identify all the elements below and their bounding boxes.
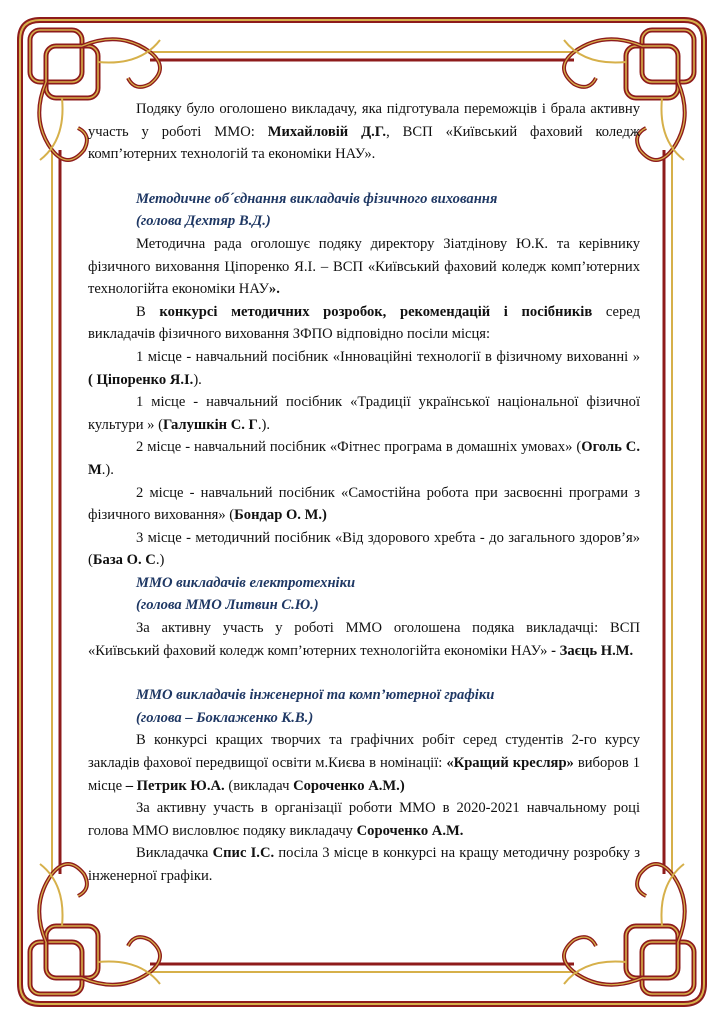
text: Подяку було оголошено викладачу, яка підготувала переможців і брала активну участь у роботі ММО: [88,101,640,140]
text: посіла 3 місце в конкурсі на кращу методичну розробку з інженерної графіки. [88,845,641,884]
person-name: – Петрик Ю.А. [125,777,225,794]
place-item [88,346,640,391]
person-name: Бондар О. М.) [234,507,327,524]
place-item [88,436,640,481]
section-heading-electro: ММО викладачів електротехніки [136,574,356,591]
paragraph-graphics-contest [88,729,640,797]
text: .). [101,461,114,478]
paragraph-graphics-last [88,842,640,887]
paragraph-electro [88,617,640,662]
section-head-person: (голова ММО Литвин С.Ю.) [136,597,319,614]
text: В конкурсі кращих творчих та графічних робіт серед студентів 2-го курсу закладів фахової передвищої освіти м.Києва в номінації: [88,732,640,772]
text: (викладач [224,777,294,794]
person-name: Михайловій Д.Г. [267,123,387,140]
section-head-person: (голова – Боклаженко К.В.) [136,709,314,726]
paragraph-contest [88,301,640,346]
paragraph-graphics-thanks [88,797,640,842]
text: 2 місце - навчальний посібник «Фітнес програма в домашніх умовах» ( [136,439,582,456]
place-item [88,391,640,436]
section-heading-phys-ed: Методичне об´єднання викладачів фізичного виховання [136,190,498,207]
section-heading-graphics: ММО викладачів інженерної та комп’ютерної графіки [136,687,495,704]
nomination-name: «Кращий кресляр» [446,755,574,772]
text: Викладачка [136,845,213,862]
text: 1 місце - навчальний посібник «Інноваційні технології в фізичному вихованні » [136,348,640,365]
text: ). [193,371,202,388]
contest-name: конкурсі методичних розробок, рекомендацій і посібників [159,303,593,320]
person-name: - Заєць Н.М. [551,642,634,659]
paragraph-intro [88,98,640,166]
spacer [88,662,640,684]
person-name: Сороченко А.М.) [293,777,405,794]
spacer [88,166,640,188]
text: За активну участь в організації роботи ММО в 2020-2021 навчальному році голова ММО висловлює подяку викладачу [88,800,640,839]
text: виборов 1 місце [88,755,640,794]
person-name: Спис І.С. [212,845,275,862]
person-name: Сороченко А.М. [356,822,464,839]
text: 1 місце - навчальний посібник «Традиції української національної фізичної культури » ( [88,394,640,433]
text-bold: ( [88,371,97,388]
place-item [88,527,640,572]
document-body [88,98,640,888]
text-bold: ». [268,281,280,298]
text: , ВСП «Київський фаховий коледж комп’ютерних технологій та економіки НАУ». [88,123,640,163]
person-name: Оголь С. М [88,439,640,478]
text: Методична рада оголошує подяку директору Зіатдінову Ю.К. та керівнику фізичного виховання Ціпоренко Я.І. – ВСП «Київський фаховий коледж комп’ютерних технологійта економіки НАУ [88,235,640,298]
paragraph-thanks [88,233,640,301]
text: серед викладачів фізичного виховання ЗФПО відповідно посіли місця: [88,303,640,343]
person-name: Ціпоренко Я.І. [96,371,194,388]
text: .). [257,416,271,433]
person-name: База О. С [92,552,156,569]
section-head-person: (голова Дехтяр В.Д.) [136,213,271,230]
text: В [136,303,160,320]
text: За активну участь у роботі ММО оголошена подяка викладачці: ВСП «Київський фаховий коледж комп’ютерних технологійта економіки НАУ» [88,620,640,659]
place-item [88,482,640,527]
text: .) [155,552,165,569]
text: 2 місце - навчальний посібник «Самостійна робота при засвоєнні програми з фізичного виховання» ( [88,484,640,524]
person-name: Галушкін С. Г [162,416,258,433]
text: 3 місце - методичний посібник «Від здорового хребта - до загального здоров’я» ( [88,529,640,569]
